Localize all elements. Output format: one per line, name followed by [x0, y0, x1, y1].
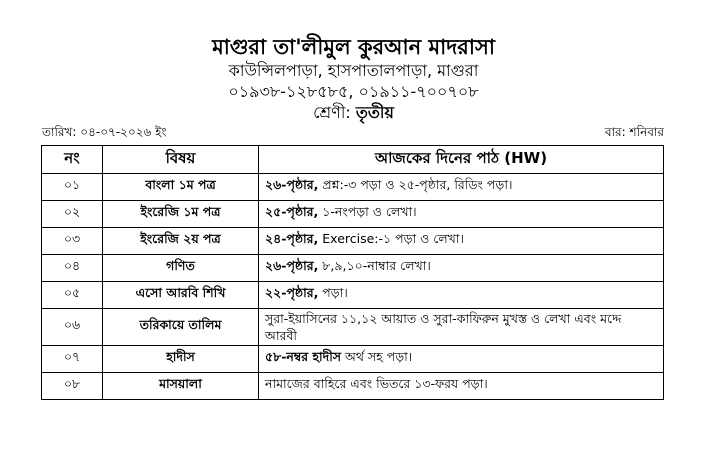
header-serial: নং [42, 146, 103, 174]
table-row [42, 201, 664, 228]
row-subject: গণিত [103, 255, 259, 282]
table-row [42, 309, 664, 346]
lesson-page-ref: ২৬-পৃষ্ঠার, [265, 177, 319, 192]
madrasa-address: কাউন্সিলপাড়া, হাসপাতালপাড়া, মাগুরা [228, 61, 479, 80]
date-info [42, 124, 167, 140]
lesson-page-ref: ২৫-পৃষ্ঠার, [265, 204, 319, 219]
homework-table [41, 145, 664, 400]
row-serial: ০৮ [42, 373, 103, 400]
lesson-text: নামাজের বাহিরে এবং ভিতরে ১৩-ফরয পড়া। [265, 376, 488, 391]
table-row [42, 282, 664, 309]
table-row [42, 255, 664, 282]
madrasa-phones: ০১৯৩৮-১২৮৫৮৫, ০১৯১১-৭০০৭০৮ [228, 82, 479, 101]
table-row [42, 228, 664, 255]
date-value: ০৪-০৭-২০২৬ ইং [80, 125, 167, 139]
table-row [42, 346, 664, 373]
lesson-text: ৮,৯,১০-নাম্বার লেখা। [318, 258, 431, 273]
row-serial: ০৬ [42, 309, 103, 346]
lesson-page-ref: ২৬-পৃষ্ঠার, [265, 258, 319, 273]
row-lesson [259, 373, 664, 400]
lesson-text: সুরা-ইয়াসিনের ১১,১২ আয়াত ও সুরা-কাফিরুন মুখস্ত ও লেখা এবং মদ্দে আরবী [265, 311, 622, 343]
date-label: তারিখ: [42, 125, 77, 139]
table-row [42, 373, 664, 400]
row-lesson [259, 346, 664, 373]
row-lesson [259, 201, 664, 228]
day-label: বার: [604, 125, 626, 139]
row-serial: ০৩ [42, 228, 103, 255]
row-serial: ০৭ [42, 346, 103, 373]
day-info [605, 124, 664, 140]
lesson-text: পড়া। [318, 285, 348, 300]
madrasa-title: মাগুরা তা'লীমুল কুরআন মাদরাসা [212, 35, 495, 59]
class-line [0, 102, 707, 124]
row-subject: হাদীস [103, 346, 259, 373]
row-lesson [259, 255, 664, 282]
row-subject: ইংরেজি ২য় পত্র [103, 228, 259, 255]
lesson-page-ref: ২২-পৃষ্ঠার, [265, 285, 319, 300]
table-header-row [42, 146, 664, 174]
header-lesson: আজকের দিনের পাঠ (HW) [259, 146, 664, 174]
lesson-text: Exercise:-১ পড়া ও লেখা। [318, 231, 464, 246]
lesson-page-ref: ২৪-পৃষ্ঠার, [265, 231, 319, 246]
row-serial: ০১ [42, 174, 103, 201]
class-label: শ্রেণী: [313, 103, 351, 122]
row-lesson [259, 228, 664, 255]
row-subject: এসো আরবি শিখি [103, 282, 259, 309]
row-lesson [259, 174, 664, 201]
class-value: তৃতীয় [355, 103, 394, 122]
lesson-text: প্রশ্ন:-৩ পড়া ও ২৫-পৃষ্ঠার, রিডিং পড়া। [318, 177, 513, 192]
day-value: শনিবার [629, 125, 664, 139]
row-subject: বাংলা ১ম পত্র [103, 174, 259, 201]
row-serial: ০৫ [42, 282, 103, 309]
row-serial: ০২ [42, 201, 103, 228]
row-subject: মাসয়ালা [103, 373, 259, 400]
madrasa-header [0, 34, 707, 124]
row-lesson [259, 309, 664, 346]
row-subject: তরিকায়ে তালিম [103, 309, 259, 346]
lesson-page-ref: ৫৮-নম্বর হাদীস [265, 349, 342, 364]
lesson-text: ১-নংপড়া ও লেখা। [318, 204, 417, 219]
header-subject: বিষয় [103, 146, 259, 174]
row-serial: ০৪ [42, 255, 103, 282]
table-row [42, 174, 664, 201]
row-lesson [259, 282, 664, 309]
row-subject: ইংরেজি ১ম পত্র [103, 201, 259, 228]
lesson-text: অর্থ সহ পড়া। [341, 349, 413, 364]
